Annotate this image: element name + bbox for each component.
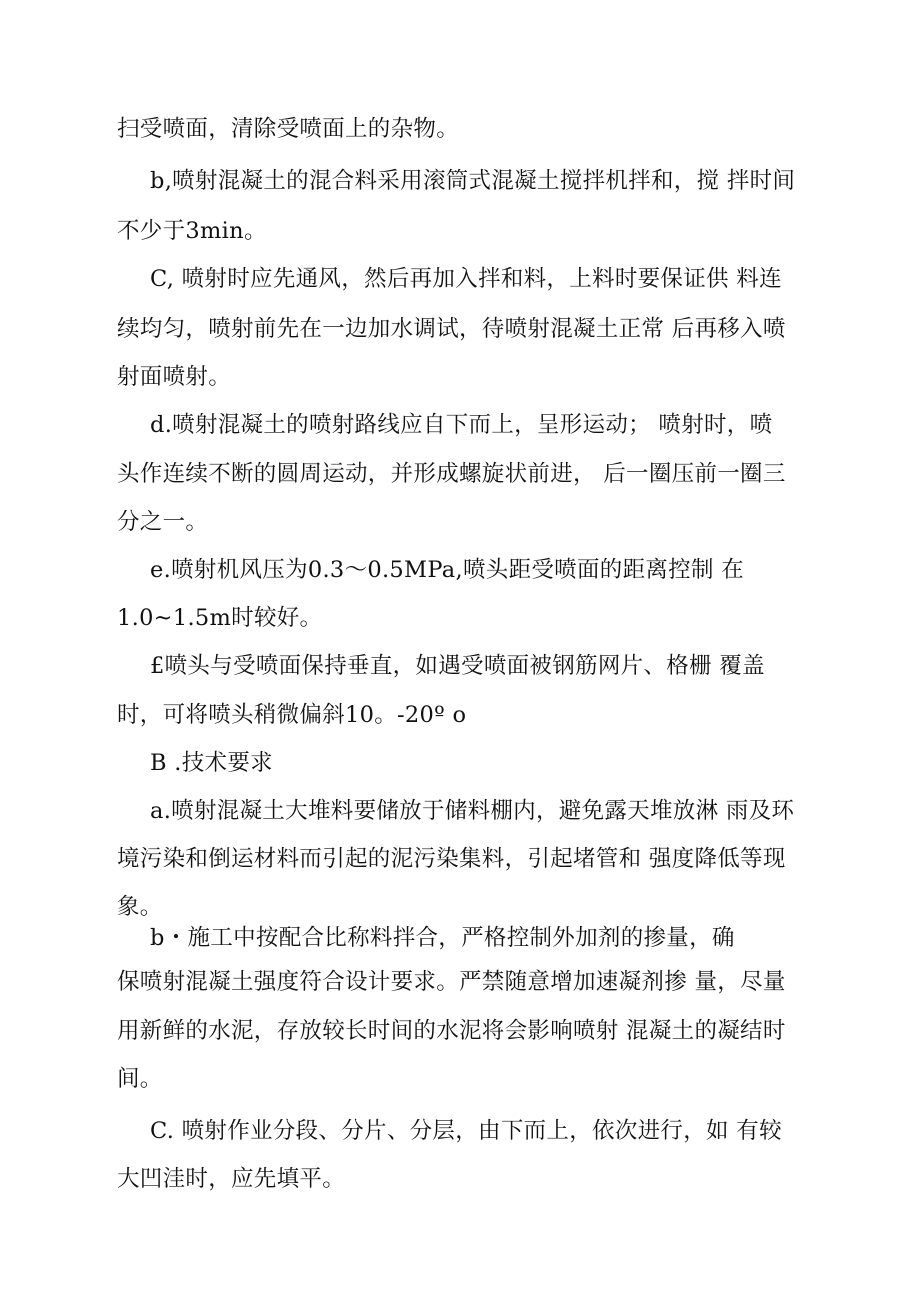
text-line: b・施工中按配合比称料拌合，严格控制外加剂的掺量，确 — [150, 925, 735, 951]
section-heading: B .技术要求 — [150, 750, 273, 776]
text-line: 时，可将喷头稍微偏斜10。-20º o — [117, 702, 467, 728]
text-line: 境污染和倒运材料而引起的泥污染集料，引起堵管和 强度降低等现 — [117, 846, 786, 872]
text-line: C. 喷射作业分段、分片、分层，由下而上，依次进行，如 有较 — [150, 1118, 782, 1144]
text-line: 间。 — [117, 1066, 163, 1092]
text-line: 分之一。 — [117, 509, 209, 535]
text-line: 象。 — [117, 894, 163, 920]
text-line: d.喷射混凝土的喷射路线应自下而上，呈形运动； 喷射时，喷 — [150, 412, 773, 438]
text-line: e.喷射机风压为0.3～0.5MPa,喷头距受喷面的距离控制 在 — [150, 557, 745, 583]
text-line: 头作连续不断的圆周运动，并形成螺旋状前进， 后一圈压前一圈三 — [117, 461, 786, 487]
text-line: C, 喷射时应先通风，然后再加入拌和料，上料时要保证供 料连 — [150, 266, 782, 292]
text-line: 不少于3min。 — [117, 218, 267, 244]
text-line: 扫受喷面，清除受喷面上的杂物。 — [117, 116, 460, 142]
text-line: 用新鲜的水泥，存放较长时间的水泥将会影响喷射 混凝土的凝结时 — [117, 1018, 786, 1044]
text-line: 大凹洼时，应先填平。 — [117, 1166, 346, 1192]
text-line: 保喷射混凝土强度符合设计要求。严禁随意增加速凝剂掺 量，尽量 — [117, 969, 786, 995]
text-line: 续均匀，喷射前先在一边加水调试，待喷射混凝土正常 后再移入喷 — [117, 316, 786, 342]
text-line: b,喷射混凝土的混合料采用滚筒式混凝土搅拌机拌和，搅 拌时间 — [150, 168, 796, 194]
text-line: 1.0~1.5m时较好。 — [117, 605, 323, 631]
text-line: £喷头与受喷面保持垂直，如遇受喷面被钢筋网片、格栅 覆盖 — [150, 653, 765, 679]
text-line: a.喷射混凝土大堆料要储放于储料棚内，避免露天堆放淋 雨及环 — [150, 798, 795, 824]
text-line: 射面喷射。 — [117, 364, 232, 390]
